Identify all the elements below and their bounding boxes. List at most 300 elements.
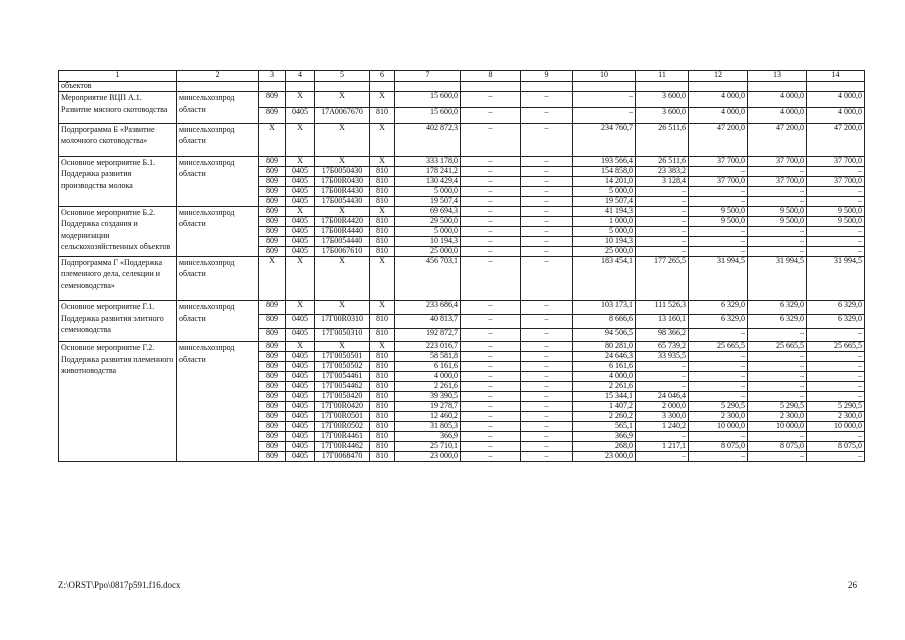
table-cell: 0405 bbox=[286, 432, 315, 442]
table-cell: – bbox=[461, 402, 521, 412]
table-cell: Х bbox=[286, 156, 315, 166]
table-cell: 810 bbox=[370, 216, 395, 226]
table-cell: 810 bbox=[370, 314, 395, 328]
column-number: 9 bbox=[521, 71, 573, 82]
table-cell: – bbox=[461, 186, 521, 196]
table-cell: 25 665,5 bbox=[689, 342, 748, 352]
table-cell: 5 290,5 bbox=[689, 402, 748, 412]
table-cell: – bbox=[748, 328, 807, 342]
table-cell: 10 000,0 bbox=[689, 422, 748, 432]
table-cell: 809 bbox=[259, 246, 286, 256]
table-cell: – bbox=[689, 166, 748, 176]
table-cell: 3 128,4 bbox=[636, 176, 689, 186]
table-cell: 9 500,0 bbox=[807, 206, 865, 216]
table-cell: – bbox=[461, 362, 521, 372]
table-cell: Х bbox=[286, 342, 315, 352]
table-cell: 14 201,0 bbox=[573, 176, 636, 186]
table-cell: – bbox=[748, 452, 807, 462]
executor: минсельхозпрод области bbox=[177, 123, 259, 156]
table-cell: – bbox=[748, 372, 807, 382]
table-cell: 1 407,2 bbox=[573, 402, 636, 412]
table-cell: 2 300,0 bbox=[689, 412, 748, 422]
table-cell: 37 700,0 bbox=[807, 176, 865, 186]
column-number: 2 bbox=[177, 71, 259, 82]
table-cell: Х bbox=[370, 256, 395, 301]
table-cell: 29 500,0 bbox=[395, 216, 461, 226]
table-cell: 3 600,0 bbox=[636, 107, 689, 123]
table-cell: – bbox=[636, 246, 689, 256]
table-cell: 0405 bbox=[286, 362, 315, 372]
table-cell: 809 bbox=[259, 362, 286, 372]
table-cell: 0405 bbox=[286, 236, 315, 246]
table-cell: 8 075,0 bbox=[807, 442, 865, 452]
table-cell: – bbox=[636, 362, 689, 372]
table-cell: 47 200,0 bbox=[748, 123, 807, 156]
table-cell: 809 bbox=[259, 422, 286, 432]
table-cell: 6 329,0 bbox=[748, 301, 807, 315]
table-cell: – bbox=[636, 226, 689, 236]
table-cell: 24 046,4 bbox=[636, 392, 689, 402]
table-cell: 809 bbox=[259, 107, 286, 123]
table-cell: – bbox=[689, 362, 748, 372]
table-cell: – bbox=[521, 196, 573, 206]
table-cell: 37 700,0 bbox=[689, 176, 748, 186]
table-row bbox=[59, 301, 865, 315]
table-cell: 6 329,0 bbox=[689, 314, 748, 328]
table-cell: – bbox=[461, 442, 521, 452]
table-cell: 810 bbox=[370, 402, 395, 412]
table-cell: – bbox=[521, 216, 573, 226]
table-cell: 4 000,0 bbox=[395, 372, 461, 382]
executor: минсельхозпрод области bbox=[177, 342, 259, 462]
table-cell: 9 500,0 bbox=[748, 216, 807, 226]
carry-over-label: объектов bbox=[59, 82, 177, 92]
table-cell: – bbox=[807, 226, 865, 236]
table-cell: 17Г0050420 bbox=[315, 392, 370, 402]
table-cell: 58 581,8 bbox=[395, 352, 461, 362]
table-cell: – bbox=[807, 372, 865, 382]
table-cell: 810 bbox=[370, 392, 395, 402]
table-cell: – bbox=[521, 226, 573, 236]
table-cell: 809 bbox=[259, 206, 286, 216]
table-cell: 17Г00R4461 bbox=[315, 432, 370, 442]
table-row bbox=[59, 256, 865, 301]
table-cell: 6 329,0 bbox=[748, 314, 807, 328]
table-cell: 810 bbox=[370, 412, 395, 422]
table-cell: – bbox=[573, 92, 636, 108]
table-cell: 193 566,4 bbox=[573, 156, 636, 166]
table-cell: – bbox=[521, 442, 573, 452]
executor: минсельхозпрод области bbox=[177, 301, 259, 342]
column-number: 11 bbox=[636, 71, 689, 82]
table-cell: 47 200,0 bbox=[807, 123, 865, 156]
table-cell: 6 161,6 bbox=[395, 362, 461, 372]
table-cell: – bbox=[521, 432, 573, 442]
table-cell: 810 bbox=[370, 452, 395, 462]
budget-table bbox=[58, 70, 865, 462]
table-cell: – bbox=[521, 402, 573, 412]
table-row bbox=[59, 123, 865, 156]
table-cell: – bbox=[461, 166, 521, 176]
table-cell: 17Б0067610 bbox=[315, 246, 370, 256]
table-cell: – bbox=[689, 186, 748, 196]
table-cell: Х bbox=[315, 206, 370, 216]
table-cell: 0405 bbox=[286, 392, 315, 402]
executor: минсельхозпрод области bbox=[177, 156, 259, 206]
table-cell: 177 265,5 bbox=[636, 256, 689, 301]
table-cell: – bbox=[521, 372, 573, 382]
table-cell: 0405 bbox=[286, 216, 315, 226]
table-row bbox=[59, 156, 865, 166]
column-number: 4 bbox=[286, 71, 315, 82]
table-cell: 17Г00R0501 bbox=[315, 412, 370, 422]
table-cell: – bbox=[636, 432, 689, 442]
table-cell: Х bbox=[286, 206, 315, 216]
table-cell: 0405 bbox=[286, 422, 315, 432]
table-cell: 810 bbox=[370, 186, 395, 196]
table-cell: – bbox=[807, 236, 865, 246]
table-cell: – bbox=[461, 156, 521, 166]
table-cell: 0405 bbox=[286, 186, 315, 196]
table-cell: 15 344,1 bbox=[573, 392, 636, 402]
table-cell: 809 bbox=[259, 166, 286, 176]
table-cell: 39 390,5 bbox=[395, 392, 461, 402]
table-cell: – bbox=[636, 206, 689, 216]
table-cell: 23 000,0 bbox=[573, 452, 636, 462]
table-cell: 810 bbox=[370, 176, 395, 186]
table-cell: – bbox=[461, 301, 521, 315]
table-cell: 98 366,2 bbox=[636, 328, 689, 342]
table-cell: – bbox=[807, 452, 865, 462]
measure-name: Подпрограмма Б «Развитие молочного скотоводства» bbox=[59, 123, 177, 156]
table-cell: – bbox=[748, 382, 807, 392]
table-cell: – bbox=[521, 123, 573, 156]
table-cell: 25 665,5 bbox=[807, 342, 865, 352]
table-cell: 3 600,0 bbox=[636, 92, 689, 108]
table-cell: 0405 bbox=[286, 196, 315, 206]
table-cell: 809 bbox=[259, 432, 286, 442]
table-cell: 4 000,0 bbox=[689, 107, 748, 123]
table-cell: 13 160,1 bbox=[636, 314, 689, 328]
table-cell: 0405 bbox=[286, 382, 315, 392]
table-cell: 31 994,5 bbox=[689, 256, 748, 301]
table-cell: Х bbox=[286, 92, 315, 108]
table-cell: – bbox=[748, 362, 807, 372]
page-number: 26 bbox=[848, 580, 857, 590]
table-cell: 1 240,2 bbox=[636, 422, 689, 432]
carry-over-row bbox=[59, 82, 865, 92]
table-cell: 2 300,0 bbox=[748, 412, 807, 422]
table-cell: – bbox=[636, 382, 689, 392]
column-number: 7 bbox=[395, 71, 461, 82]
executor: минсельхозпрод области bbox=[177, 206, 259, 256]
table-cell: – bbox=[636, 216, 689, 226]
table-cell: 333 178,0 bbox=[395, 156, 461, 166]
table-cell: 0405 bbox=[286, 107, 315, 123]
table-cell: 809 bbox=[259, 328, 286, 342]
table-cell: 1 217,1 bbox=[636, 442, 689, 452]
table-cell: 17Г0054462 bbox=[315, 382, 370, 392]
table-cell: 0405 bbox=[286, 372, 315, 382]
table-cell: – bbox=[807, 196, 865, 206]
measure-name: Основное мероприятие Б.1. Поддержка развития производства молока bbox=[59, 156, 177, 206]
column-number-row bbox=[59, 71, 865, 82]
table-cell: 810 bbox=[370, 226, 395, 236]
table-cell: – bbox=[521, 352, 573, 362]
table-cell: Х bbox=[259, 256, 286, 301]
table-cell: – bbox=[461, 123, 521, 156]
table-cell: 19 278,7 bbox=[395, 402, 461, 412]
table-cell: – bbox=[689, 328, 748, 342]
table-cell: – bbox=[748, 186, 807, 196]
table-cell: 809 bbox=[259, 314, 286, 328]
column-number: 8 bbox=[461, 71, 521, 82]
table-cell: 366,9 bbox=[395, 432, 461, 442]
table-cell: – bbox=[461, 392, 521, 402]
table-cell: 33 935,5 bbox=[636, 352, 689, 362]
table-cell: – bbox=[689, 196, 748, 206]
table-cell: 9 500,0 bbox=[748, 206, 807, 216]
table-cell: 31 994,5 bbox=[748, 256, 807, 301]
table-cell: – bbox=[636, 186, 689, 196]
table-cell: 4 000,0 bbox=[807, 92, 865, 108]
table-cell: 809 bbox=[259, 92, 286, 108]
table-cell: – bbox=[521, 412, 573, 422]
table-cell: 810 bbox=[370, 372, 395, 382]
table-cell: Х bbox=[370, 123, 395, 156]
table-cell: – bbox=[807, 246, 865, 256]
table-cell: 810 bbox=[370, 362, 395, 372]
table-cell: 0405 bbox=[286, 246, 315, 256]
table-cell: 565,1 bbox=[573, 422, 636, 432]
measure-name: Основное мероприятие Г.1. Поддержка развития элитного семеноводства bbox=[59, 301, 177, 342]
table-cell: 26 511,6 bbox=[636, 156, 689, 166]
table-cell: – bbox=[461, 226, 521, 236]
table-cell: 809 bbox=[259, 402, 286, 412]
table-cell: – bbox=[461, 412, 521, 422]
table-cell: 17Г00R0502 bbox=[315, 422, 370, 432]
table-cell: 23 000,0 bbox=[395, 452, 461, 462]
table-cell: 9 500,0 bbox=[689, 216, 748, 226]
table-cell: – bbox=[521, 314, 573, 328]
table-cell: 2 261,6 bbox=[395, 382, 461, 392]
table-cell: 19 507,4 bbox=[395, 196, 461, 206]
table-cell: 5 000,0 bbox=[395, 226, 461, 236]
table-cell: – bbox=[689, 452, 748, 462]
table-cell: 8 075,0 bbox=[689, 442, 748, 452]
table-cell: 26 511,6 bbox=[636, 123, 689, 156]
table-cell: – bbox=[689, 352, 748, 362]
table-cell: 5 000,0 bbox=[573, 226, 636, 236]
table-cell: – bbox=[461, 432, 521, 442]
table-cell: – bbox=[689, 392, 748, 402]
table-cell: 17Б00R4430 bbox=[315, 186, 370, 196]
table-cell: – bbox=[521, 107, 573, 123]
table-cell: – bbox=[521, 382, 573, 392]
table-cell: 809 bbox=[259, 352, 286, 362]
table-cell: 810 bbox=[370, 432, 395, 442]
table-cell: 94 506,5 bbox=[573, 328, 636, 342]
table-cell: – bbox=[461, 246, 521, 256]
table-cell: Х bbox=[315, 256, 370, 301]
executor: минсельхозпрод области bbox=[177, 256, 259, 301]
table-cell: – bbox=[689, 432, 748, 442]
column-number: 12 bbox=[689, 71, 748, 82]
table-cell: Х bbox=[315, 92, 370, 108]
table-cell: 6 329,0 bbox=[807, 314, 865, 328]
column-number: 1 bbox=[59, 71, 177, 82]
table-cell: – bbox=[461, 107, 521, 123]
table-cell: 37 700,0 bbox=[748, 156, 807, 166]
table-body bbox=[59, 82, 865, 462]
table-cell: 456 703,1 bbox=[395, 256, 461, 301]
table-cell: 37 700,0 bbox=[689, 156, 748, 166]
table-cell: – bbox=[461, 314, 521, 328]
table-cell: Х bbox=[370, 206, 395, 216]
table-cell: – bbox=[521, 92, 573, 108]
table-cell: – bbox=[521, 392, 573, 402]
table-cell: – bbox=[461, 422, 521, 432]
table-cell: – bbox=[748, 196, 807, 206]
column-number: 14 bbox=[807, 71, 865, 82]
table-cell: – bbox=[461, 92, 521, 108]
table-cell: 2 260,2 bbox=[573, 412, 636, 422]
table-cell: 15 600,0 bbox=[395, 92, 461, 108]
table-cell: 41 194,3 bbox=[573, 206, 636, 216]
table-cell: 809 bbox=[259, 412, 286, 422]
table-cell: – bbox=[689, 246, 748, 256]
table-cell: 192 872,7 bbox=[395, 328, 461, 342]
table-cell: 0405 bbox=[286, 452, 315, 462]
table-cell: 810 bbox=[370, 166, 395, 176]
table-cell: 5 000,0 bbox=[395, 186, 461, 196]
table-cell: 809 bbox=[259, 196, 286, 206]
table-cell: 154 858,0 bbox=[573, 166, 636, 176]
table-cell: 233 686,4 bbox=[395, 301, 461, 315]
table-cell: 4 000,0 bbox=[573, 372, 636, 382]
measure-name: Основное мероприятие Б.2. Поддержка создания и модернизации сельскохозяйственных объектов bbox=[59, 206, 177, 256]
table-cell: 0405 bbox=[286, 314, 315, 328]
table-cell: 0405 bbox=[286, 402, 315, 412]
table-cell: Х bbox=[315, 342, 370, 352]
table-cell: – bbox=[461, 372, 521, 382]
table-cell: – bbox=[461, 352, 521, 362]
table-cell: – bbox=[461, 256, 521, 301]
table-cell: – bbox=[521, 342, 573, 352]
table-cell: 809 bbox=[259, 186, 286, 196]
table-cell: – bbox=[521, 328, 573, 342]
table-cell: – bbox=[807, 186, 865, 196]
table-cell: – bbox=[807, 352, 865, 362]
table-cell: – bbox=[689, 236, 748, 246]
table-cell: 17Г00R4462 bbox=[315, 442, 370, 452]
table-row bbox=[59, 92, 865, 108]
table-cell: 17Г0050502 bbox=[315, 362, 370, 372]
table-cell: 6 329,0 bbox=[689, 301, 748, 315]
table-cell: 6 329,0 bbox=[807, 301, 865, 315]
table-cell: 10 000,0 bbox=[807, 422, 865, 432]
table-cell: 25 710,1 bbox=[395, 442, 461, 452]
table-cell: 9 500,0 bbox=[807, 216, 865, 226]
table-cell: 810 bbox=[370, 382, 395, 392]
table-cell: 10 194,3 bbox=[395, 236, 461, 246]
table-cell: 809 bbox=[259, 442, 286, 452]
table-cell: 223 016,7 bbox=[395, 342, 461, 352]
table-cell: 130 429,4 bbox=[395, 176, 461, 186]
table-cell: Х bbox=[315, 123, 370, 156]
table-cell: – bbox=[521, 452, 573, 462]
table-cell: 9 500,0 bbox=[689, 206, 748, 216]
table-cell: – bbox=[461, 236, 521, 246]
table-cell: – bbox=[521, 186, 573, 196]
table-cell: 809 bbox=[259, 156, 286, 166]
table-cell: Х bbox=[370, 92, 395, 108]
table-cell: 17Б00R4420 bbox=[315, 216, 370, 226]
measure-name: Основное мероприятие Г.2. Поддержка развития племенного животноводства bbox=[59, 342, 177, 462]
column-number: 10 bbox=[573, 71, 636, 82]
table-row bbox=[59, 342, 865, 352]
table-cell: – bbox=[461, 206, 521, 216]
table-cell: – bbox=[748, 432, 807, 442]
table-cell: 183 454,1 bbox=[573, 256, 636, 301]
table-cell: – bbox=[461, 328, 521, 342]
table-cell: 366,9 bbox=[573, 432, 636, 442]
table-cell: – bbox=[689, 372, 748, 382]
table-cell: 25 000,0 bbox=[395, 246, 461, 256]
table-cell: 25 665,5 bbox=[748, 342, 807, 352]
table-cell: – bbox=[461, 452, 521, 462]
table-row bbox=[59, 206, 865, 216]
table-cell: 37 700,0 bbox=[748, 176, 807, 186]
table-cell: – bbox=[521, 156, 573, 166]
table-cell: 12 460,2 bbox=[395, 412, 461, 422]
table-cell: 234 760,7 bbox=[573, 123, 636, 156]
table-cell: 5 290,5 bbox=[748, 402, 807, 412]
table-cell: 5 000,0 bbox=[573, 186, 636, 196]
table-cell: 810 bbox=[370, 107, 395, 123]
table-cell: – bbox=[807, 362, 865, 372]
table-cell: 809 bbox=[259, 392, 286, 402]
table-cell: 810 bbox=[370, 246, 395, 256]
table-cell: 111 526,3 bbox=[636, 301, 689, 315]
table-cell: 0405 bbox=[286, 328, 315, 342]
table-cell: 0405 bbox=[286, 352, 315, 362]
table-cell: 10 194,3 bbox=[573, 236, 636, 246]
table-cell: 0405 bbox=[286, 226, 315, 236]
table-cell: – bbox=[807, 166, 865, 176]
table-cell: 2 261,6 bbox=[573, 382, 636, 392]
table-cell: 3 300,0 bbox=[636, 412, 689, 422]
table-cell: 17Б0050430 bbox=[315, 166, 370, 176]
table-cell: – bbox=[807, 328, 865, 342]
table-cell: – bbox=[807, 392, 865, 402]
table-cell: 0405 bbox=[286, 176, 315, 186]
table-cell: 2 300,0 bbox=[807, 412, 865, 422]
table-cell: 17Г0050501 bbox=[315, 352, 370, 362]
table-cell: Х bbox=[315, 156, 370, 166]
table-cell: – bbox=[521, 166, 573, 176]
executor: минсельхозпрод области bbox=[177, 92, 259, 124]
table-cell: 8 075,0 bbox=[748, 442, 807, 452]
table-cell: 40 813,7 bbox=[395, 314, 461, 328]
column-number: 5 bbox=[315, 71, 370, 82]
table-cell: 25 000,0 bbox=[573, 246, 636, 256]
table-cell: 809 bbox=[259, 236, 286, 246]
measure-name: Подпрограмма Г «Поддержка племенного дела, селекции и семеноводства» bbox=[59, 256, 177, 301]
table-cell: 809 bbox=[259, 216, 286, 226]
table-cell: 23 383,2 bbox=[636, 166, 689, 176]
table-cell: – bbox=[521, 422, 573, 432]
